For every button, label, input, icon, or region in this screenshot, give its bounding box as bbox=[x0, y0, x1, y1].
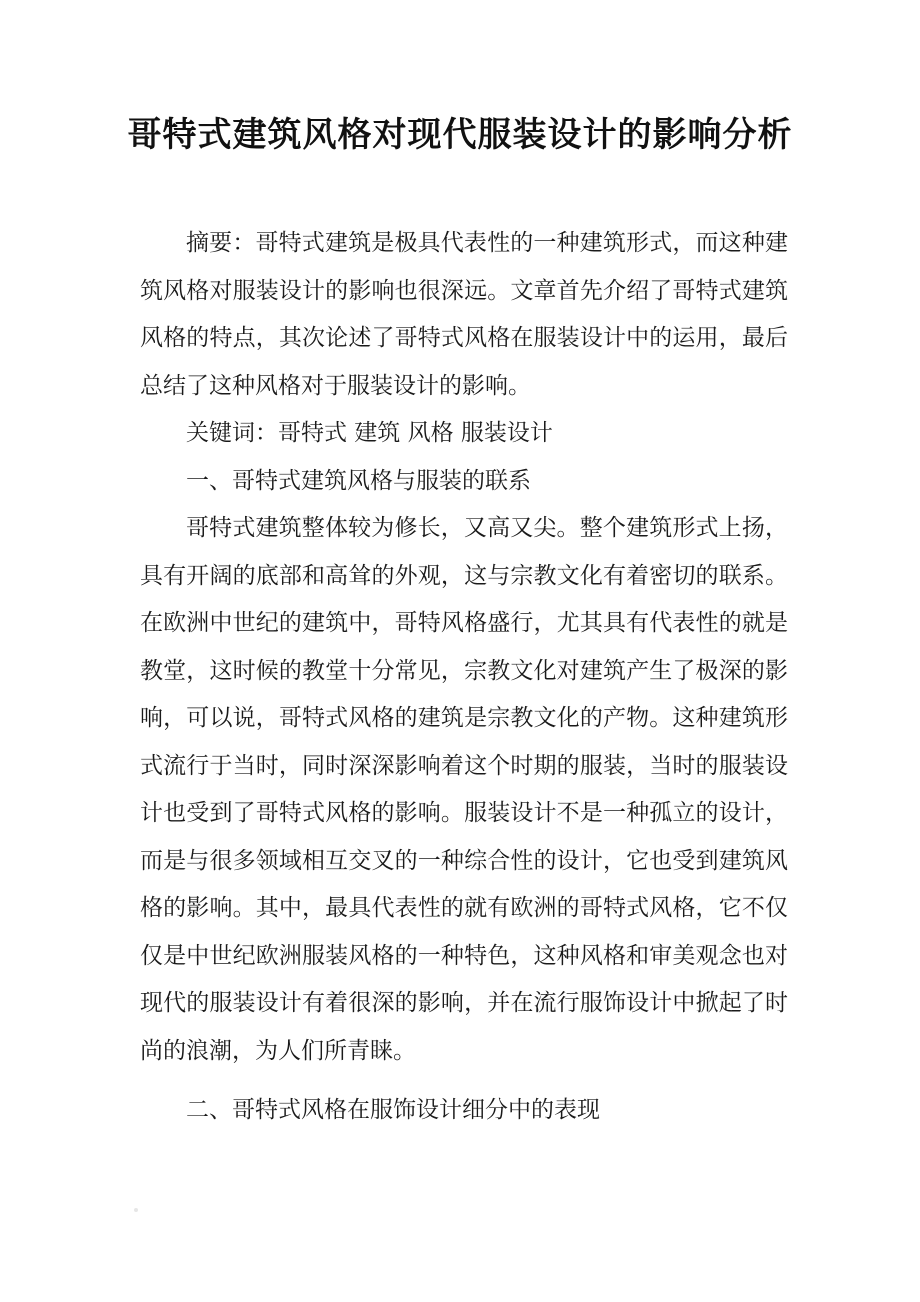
section-heading-1: 一、哥特式建筑风格与服装的联系 bbox=[186, 467, 531, 494]
keywords-line: 关键词：哥特式 建筑 风格 服装设计 bbox=[186, 420, 553, 446]
abstract-paragraph: 摘要：哥特式建筑是极具代表性的一种建筑形式，而这种建筑风格对服装设计的影响也很深远。文章首先介绍了哥特式建筑风格的特点，其次论述了哥特式风格在服装设计中的运用，最后总结了这种风格对于服装设计的影响。 bbox=[140, 230, 788, 399]
document-title: 哥特式建筑风格对现代服装设计的影响分析 bbox=[127, 115, 793, 155]
section-1-paragraph: 哥特式建筑整体较为修长，又高又尖。整个建筑形式上扬，具有开阔的底部和高耸的外观，这与宗教文化有着密切的联系。在欧洲中世纪的建筑中，哥特风格盛行，尤其具有代表性的就是教堂，这时候的教堂十分常见，宗教文化对建筑产生了极深的影响，可以说，哥特式风格的建筑是宗教文化的产物。这种建筑形式流行于当时，同时深深影响着这个时期的服装，当时的服装设计也受到了哥特式风格的影响。服装设计不是一种孤立的设计，而是与很多领域相互交叉的一种综合性的设计，它也受到建筑风格的影响。其中，最具代表性的就有欧洲的哥特式风格，它不仅仅是中世纪欧洲服装风格的一种特色，这种风格和审美观念也对现代的服装设计有着很深的影响，并在流行服饰设计中掀起了时尚的浪潮，为人们所青睐。 bbox=[140, 515, 788, 1064]
page-corner-mark bbox=[134, 1208, 138, 1212]
document-body bbox=[140, 220, 788, 1135]
section-heading-2: 二、哥特式风格在服饰设计细分中的表现 bbox=[186, 1097, 600, 1123]
